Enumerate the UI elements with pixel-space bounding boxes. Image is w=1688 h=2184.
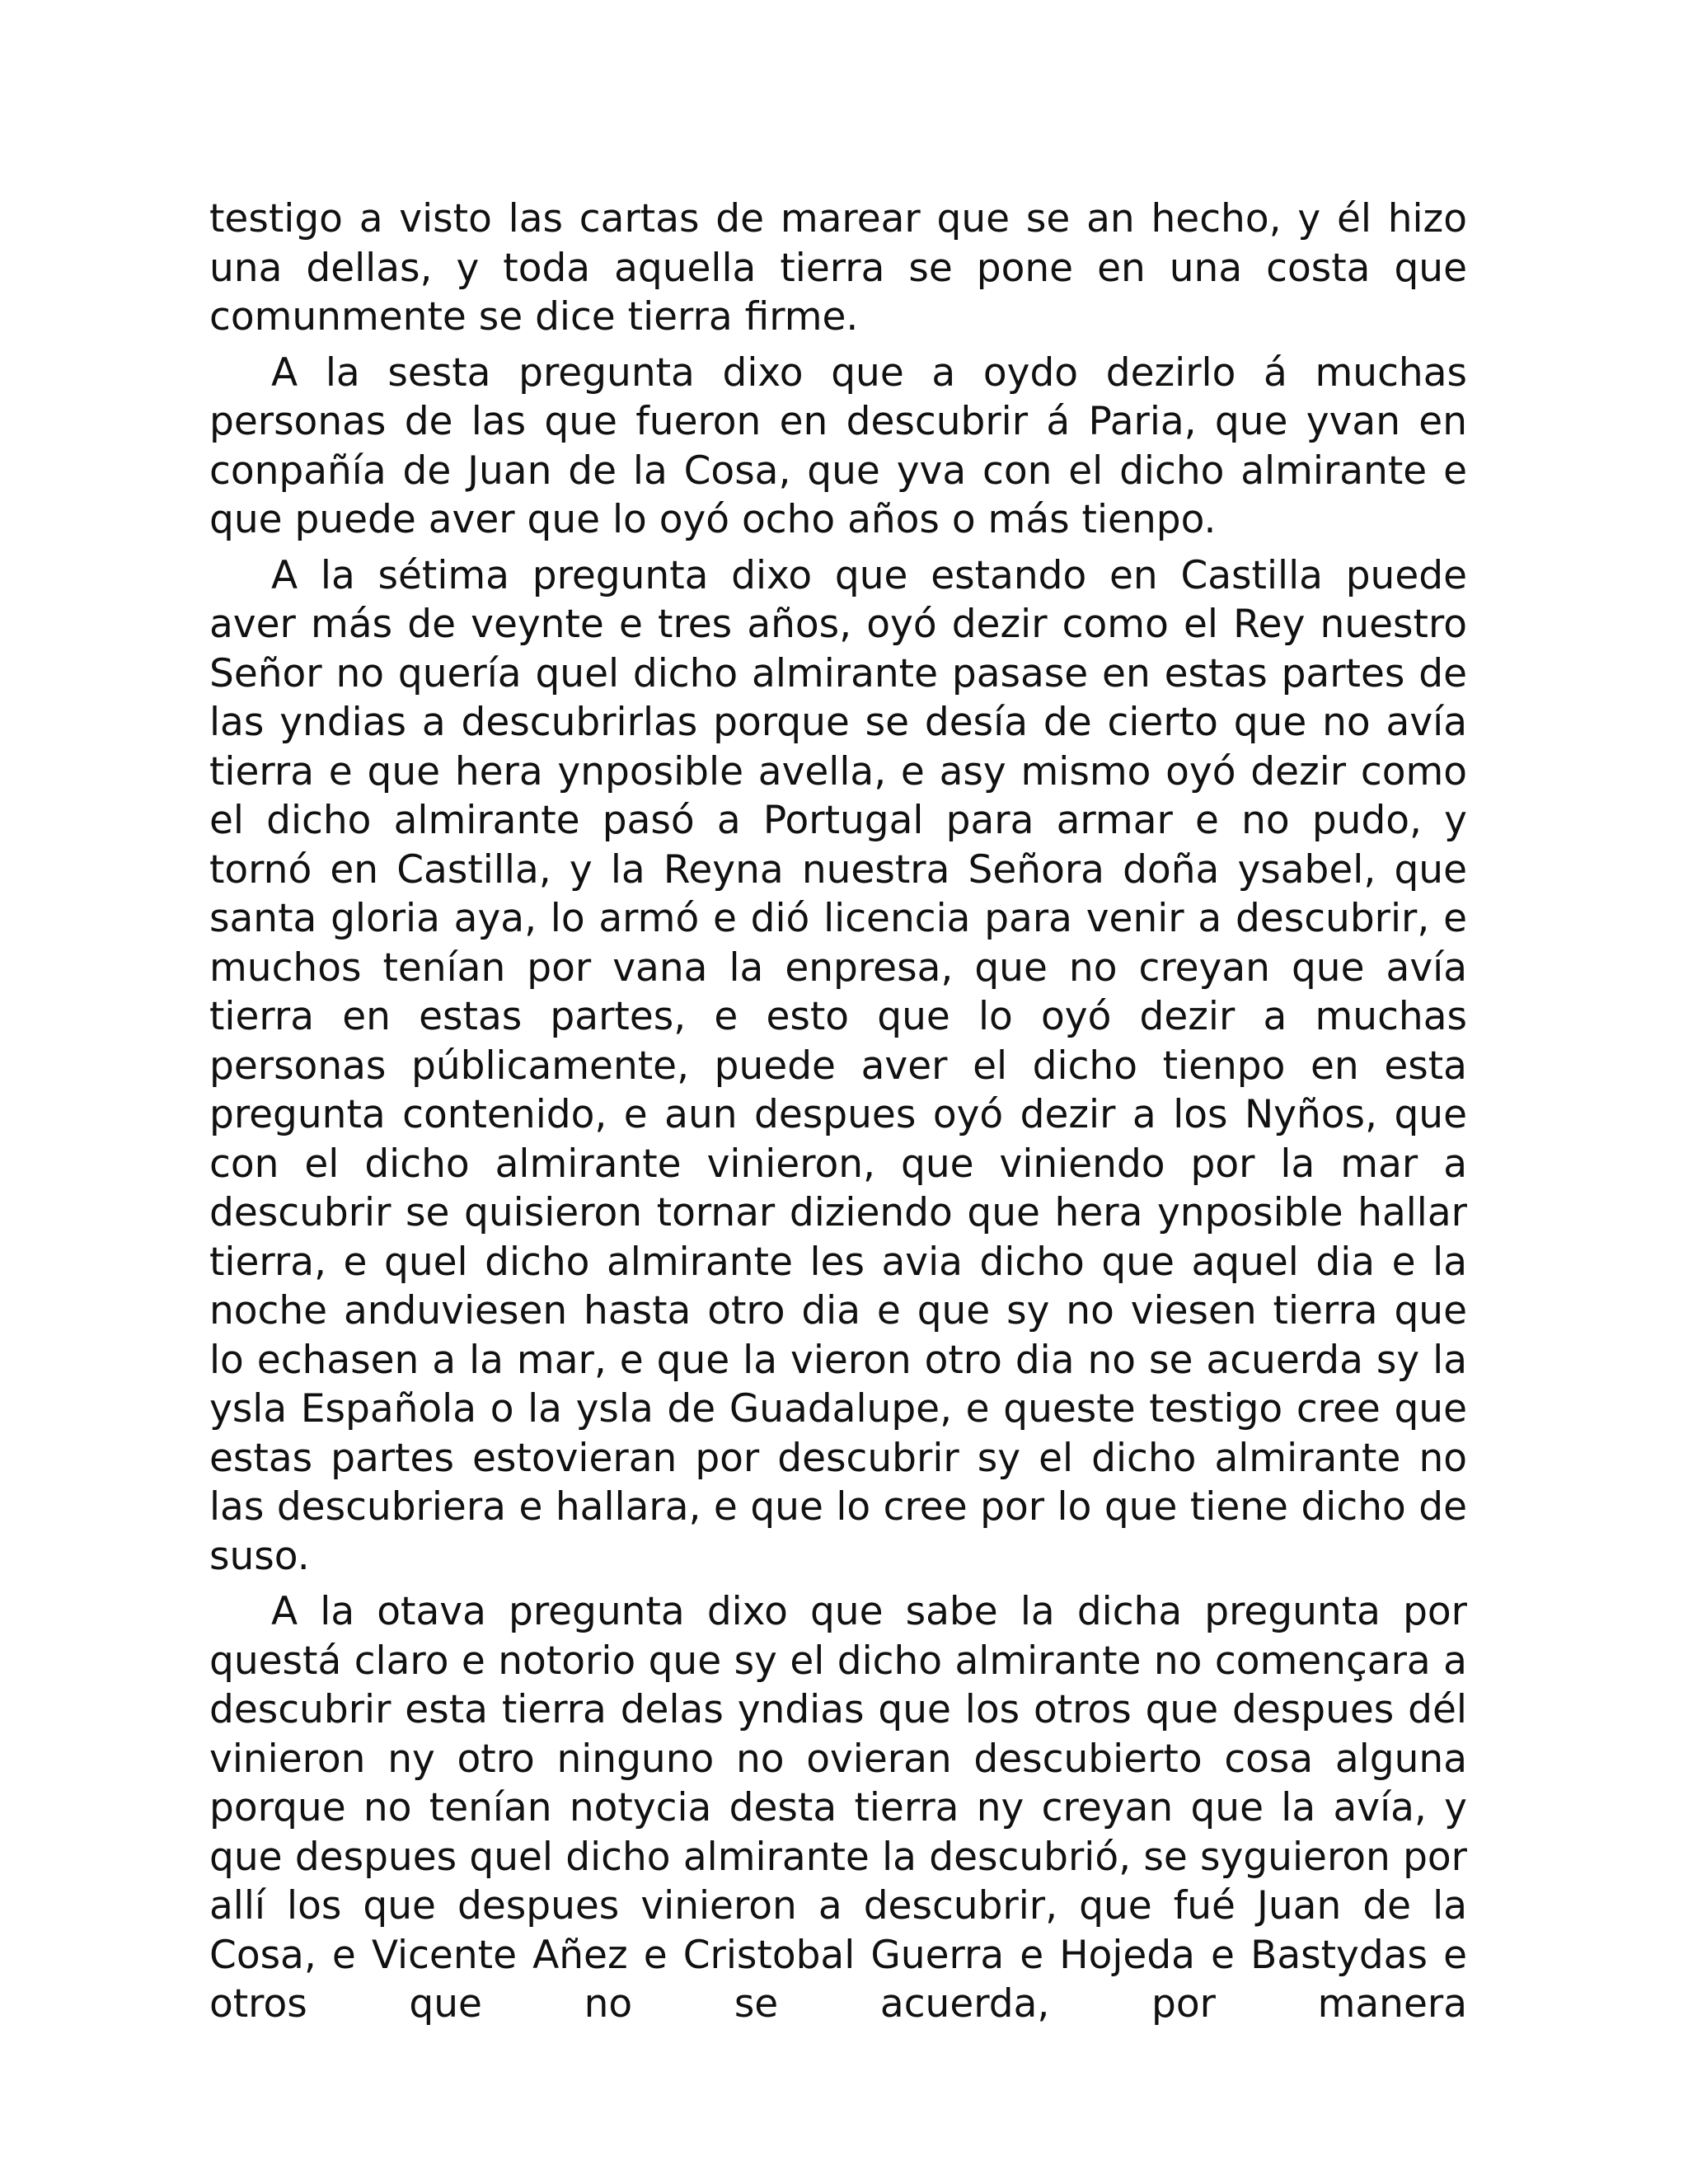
paragraph-2: A la sesta pregunta dixo que a oydo dezirlo á muchas personas de las que fueron en descubrir á Paria, que yvan en conpañía de Juan de la Cosa, que yva con el dicho almirante e que puede aver que lo oyó ocho años o más tienpo. bbox=[209, 349, 1467, 542]
paragraph-4: A la otava pregunta dixo que sabe la dicha pregunta por questá claro e notorio que sy el dicho almirante no començara a descubrir esta tierra delas yndias que los otros que despues dél vinieron ny otro ninguno no ovieran descubierto cosa alguna porque no tenían notycia desta tierra ny creyan que la avía, y que despues quel dicho almirante la descubrió, se syguieron por allí los que despues vinieron a descubrir, que fué Juan de la Cosa, e Vicente Añez e Cristobal Guerra e Hojeda e Bastydas e otros que no se acuerda, por manera bbox=[209, 1589, 1467, 2027]
paragraph-1: testigo a visto las cartas de marear que se an hecho, y él hizo una dellas, y toda aquella tierra se pone en una costa que comunmente se dice tierra firme. bbox=[209, 196, 1467, 340]
paragraph-3: A la sétima pregunta dixo que estando en Castilla puede aver más de veynte e tres años, oyó dezir como el Rey nuestro Señor no quería quel dicho almirante pasase en estas partes de las yndias a descubrirlas porque se desía de cierto que no avía tierra e que hera ynposible avella, e asy mismo oyó dezir como el dicho almirante pasó a Portugal para armar e no pudo, y tornó en Castilla, y la Reyna nuestra Señora doña ysabel, que santa gloria aya, lo armó e dió licencia para venir a descubrir, e muchos tenían por vana la enpresa, que no creyan que avía tierra en estas partes, e esto que lo oyó dezir a muchas personas públicamente, puede aver el dicho tienpo en esta pregunta contenido, e aun despues oyó dezir a los Nyños, que con el dicho almirante vinieron, que viniendo por la mar a descubrir se quisieron tornar diziendo que hera ynposible hallar tierra, e quel dicho almirante les avia dicho que aquel dia e la noche anduviesen hasta otro dia e que sy no viesen tierra que lo echasen a la mar, e que la vieron otro dia no se acuerda sy la ysla Española o la ysla de Guadalupe, e queste testigo cree que estas partes estovieran por descubrir sy el dicho almirante no las descubriera e hallara, e que lo cree por lo que tiene dicho de suso. bbox=[209, 552, 1467, 1579]
document-page bbox=[209, 194, 1467, 2036]
